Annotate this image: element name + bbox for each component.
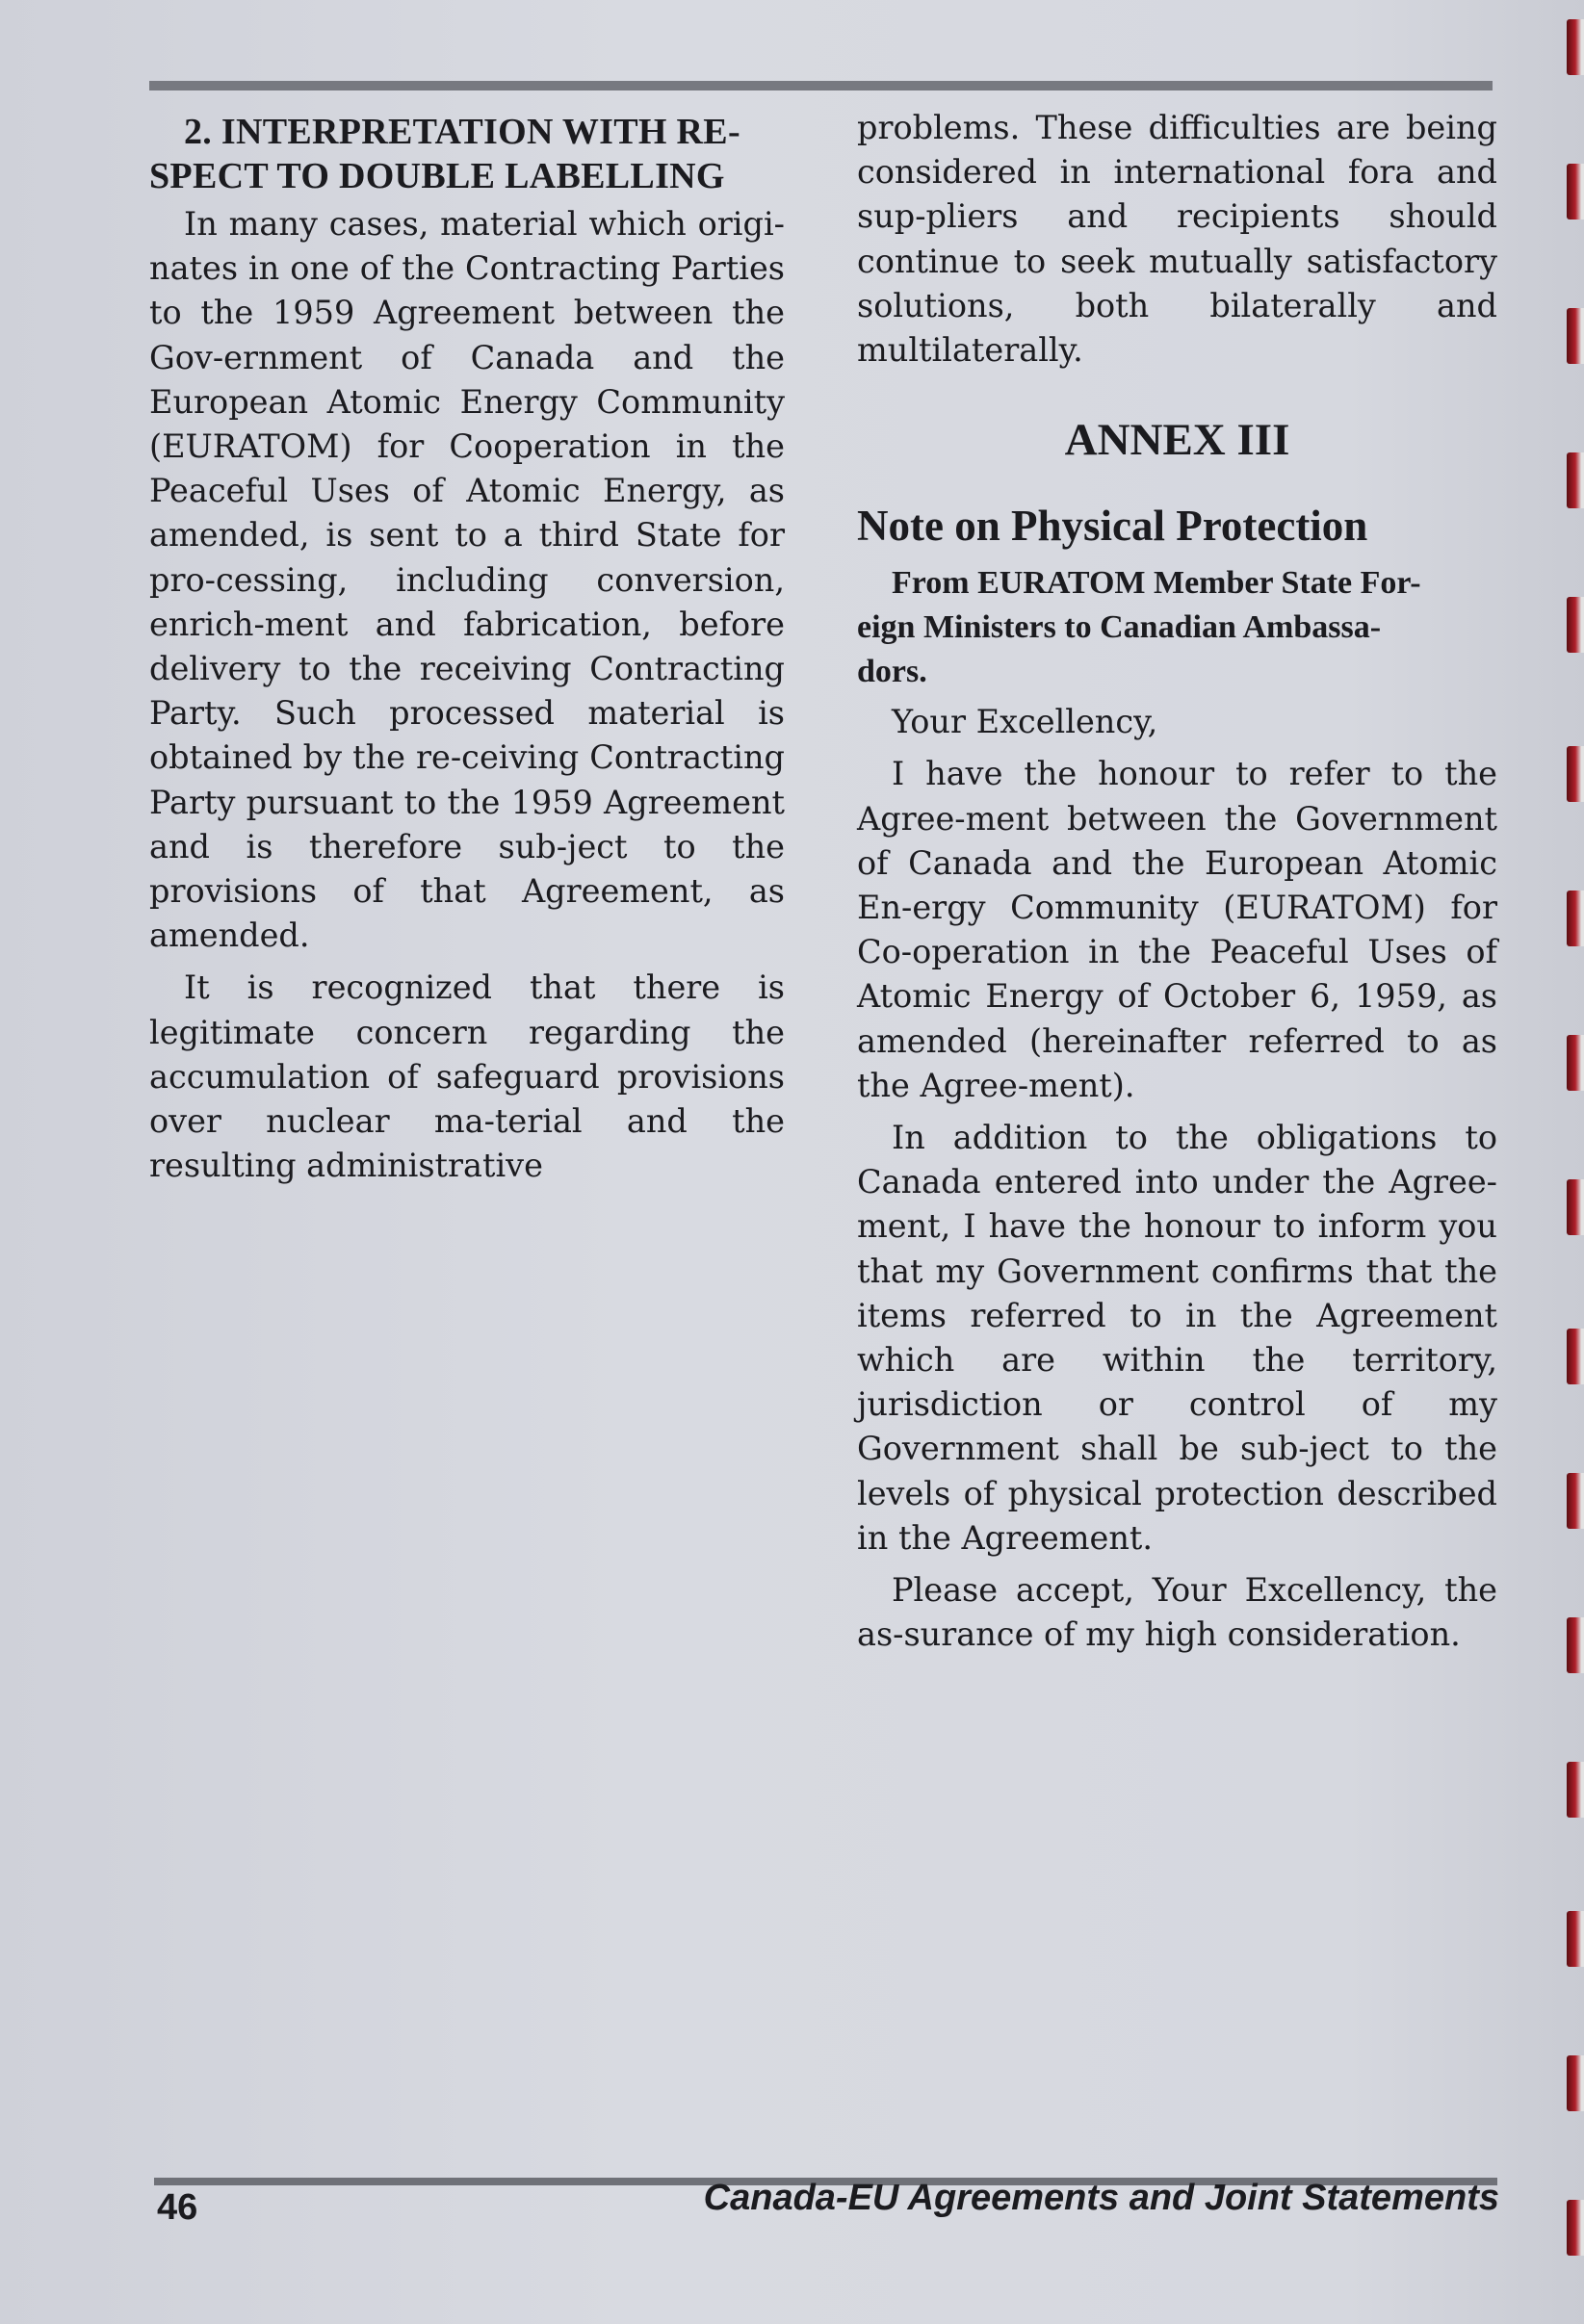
binding-ring [1567, 1179, 1584, 1235]
left-column [149, 106, 785, 1188]
binding-ring [1567, 1911, 1584, 1967]
binding-ring [1567, 2055, 1584, 2111]
binding-ring [1567, 2200, 1584, 2256]
letter-paragraph: In addition to the obligations to Canada entered into under the Agree-ment, I have the honour to inform you that my Government confirms that the items referred to in the Agreement which are within the territory, jurisdiction or control of my Government shall be sub-ject to the levels of physical protection described in the Agreement. [857, 1119, 1497, 1557]
binding-ring [1567, 19, 1584, 75]
binding-ring [1567, 1035, 1584, 1091]
binding-ring [1567, 164, 1584, 219]
spiral-binding [1555, 0, 1584, 2324]
body-paragraph-continued: problems. These difficulties are being considered in international fora and sup-pliers and recipients should continue to seek mutually satisfactory solutions, both bilaterally and multilaterally. [857, 109, 1497, 370]
letter-paragraph: I have the honour to refer to the Agree-ment between the Government of Canada and the European Atomic En-ergy Community (EURATOM) for Co-operation in the Peaceful Uses of Atomic Energy of October 6, 1959, as amended (hereinafter referred to as the Agree-ment). [857, 755, 1497, 1104]
page-number: 46 [157, 2187, 198, 2228]
binding-ring [1567, 746, 1584, 802]
binding-ring [1567, 452, 1584, 508]
body-paragraph: In many cases, material which origi-nates in one of the Contracting Parties to the 1959 Agreement between the Gov-ernment of Canada and the European Atomic Energy Community (EURATOM) for Cooperation in the Peaceful Uses of Atomic Energy, as amended, is sent to a third State for pro-cessing, including conversion, enrich-ment and fabrication, before delivery to the receiving Contracting Party. Such processed material is obtained by the re-ceiving Contracting Party pursuant to the 1959 Agreement and is therefore sub-ject to the provisions of that Agreement, as amended. [149, 205, 785, 955]
from-line: From EURATOM Member State For- eign Ministers to Canadian Ambassa- dors. [857, 565, 1421, 690]
binding-ring [1567, 1329, 1584, 1384]
annex-title: ANNEX III [1064, 415, 1290, 466]
binding-ring [1567, 1762, 1584, 1818]
note-title: Note on Physical Protection [857, 502, 1368, 551]
body-paragraph: It is recognized that there is legitimate concern regarding the accumulation of safeguard provisions over nuclear ma-terial and the resulting administrative [149, 968, 785, 1185]
publication-title: Canada-EU Agreements and Joint Statements [703, 2178, 1499, 2218]
top-rule [149, 81, 1493, 90]
binding-ring [1567, 1617, 1584, 1673]
section-heading: 2. INTERPRETATION WITH RE- SPECT TO DOUBLE LABELLING [149, 112, 740, 196]
right-column [857, 106, 1497, 1657]
salutation: Your Excellency, [892, 703, 1158, 741]
binding-ring [1567, 597, 1584, 653]
binding-ring [1567, 1473, 1584, 1529]
binding-ring [1567, 308, 1584, 364]
letter-paragraph: Please accept, Your Excellency, the as-surance of my high consideration. [857, 1571, 1497, 1654]
binding-ring [1567, 891, 1584, 946]
